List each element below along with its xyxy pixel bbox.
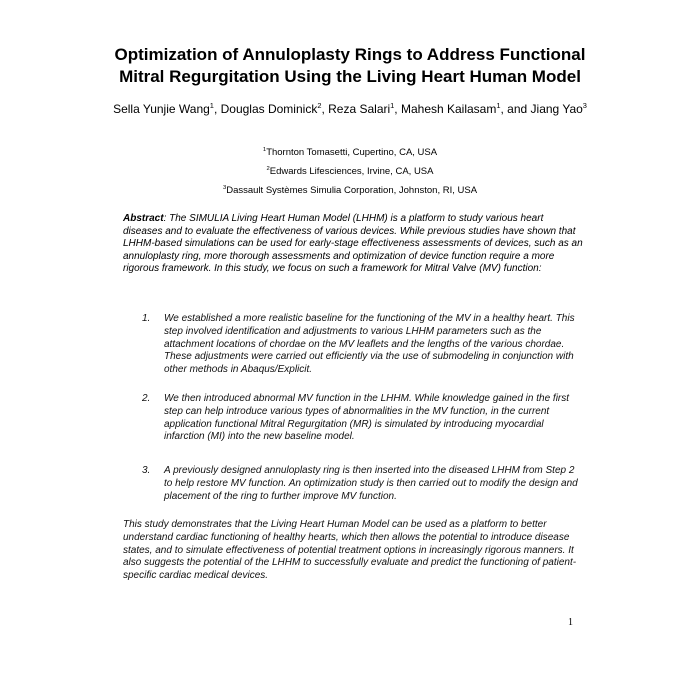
list-item-number: 1. [142,313,151,324]
affiliation [150,166,550,178]
title-line-2: Mitral Regurgitation Using the Living Heart Human Model [119,67,581,86]
paper-title [100,44,600,88]
author-name: Reza Salari [328,102,391,116]
affiliation-number: 3 [222,184,227,191]
title-line-1: Optimization of Annuloplasty Rings to Address Functional [114,45,586,64]
abstract-paragraph [123,213,583,276]
author-affiliation-mark: 1 [209,101,214,110]
affiliation-number: 1 [262,146,267,153]
list-item-text: A previously designed annuloplasty ring is then inserted into the diseased LHHM from Step 2 to help restore MV function. An optimization study is then carried out to modify the design and placement of the ring to further improve MV function. [164,465,578,502]
author-name: Sella Yunjie Wang [113,102,210,116]
affiliation-text: Edwards Lifesciences, Irvine, CA, USA [269,166,434,177]
author-name: Jiang Yao [530,102,583,116]
list-item-text: We then introduced abnormal MV function in the LHHM. While knowledge gained in the first step can help introduce various types of abnormalities in the MV function, in the current application functional Mitral Regurgitation (MR) is simulated by introducing myocardial infarction (MI) into the new baseline model. [164,393,570,443]
author-list [110,101,590,118]
author-separator: , [213,102,221,116]
author-separator: , and [500,102,531,116]
author-separator: , [321,102,329,116]
list-item-number: 3. [142,465,151,476]
author-affiliation-mark: 1 [390,101,395,110]
conclusion-paragraph: This study demonstrates that the Living Heart Human Model can be used as a platform to better understand cardiac functioning of healthy hearts, which then allows the potential to introduce disease states, and to simulate effectiveness of potential treatment options in increasingly rigorous manners. It also suggests the potential of the LHHM to successfully evaluate and predict the functioning of patient-specific cardiac medical devices. [123,519,577,582]
affiliation [150,185,550,197]
affiliation [150,147,550,159]
author-name: Douglas Dominick [220,102,318,116]
list-item-number: 2. [142,393,151,404]
page-number: 1 [568,617,573,628]
affiliation-number: 2 [266,165,270,172]
author-affiliation-mark: 1 [496,101,501,110]
author-affiliation-mark: 3 [582,101,587,110]
affiliation-text: Thornton Tomasetti, Cupertino, CA, USA [266,147,438,158]
author-affiliation-mark: 2 [317,101,322,110]
abstract-label: Abstract [123,213,164,224]
list-item-text: We established a more realistic baseline for the functioning of the MV in a healthy heart. This step involved identification and adjustments to various LHHM parameters such as the attachment locations of chordae on the MV leaflets and the lengths of the various chordae. These adjustments were carried out efficiently via the use of submodeling in conjunction with other methods in Abaqus/Explicit. [164,313,575,376]
author-separator: , [394,102,401,116]
author-name: Mahesh Kailasam [400,102,497,116]
affiliation-text: Dassault Systèmes Simulia Corporation, Johnston, RI, USA [226,185,478,196]
abstract-text: : The SIMULIA Living Heart Human Model (LHHM) is a platform to study various heart diseases and to evaluate the effectiveness of various devices. While previous studies have shown that LHHM-based simulations can be used for early-stage effectiveness assessments of devices, such as an annuloplasty ring, more thorough assessments and optimization of device function require a more rigorous framework. In this study, we focus on such a framework for Mitral Valve (MV) function: [123,213,583,274]
